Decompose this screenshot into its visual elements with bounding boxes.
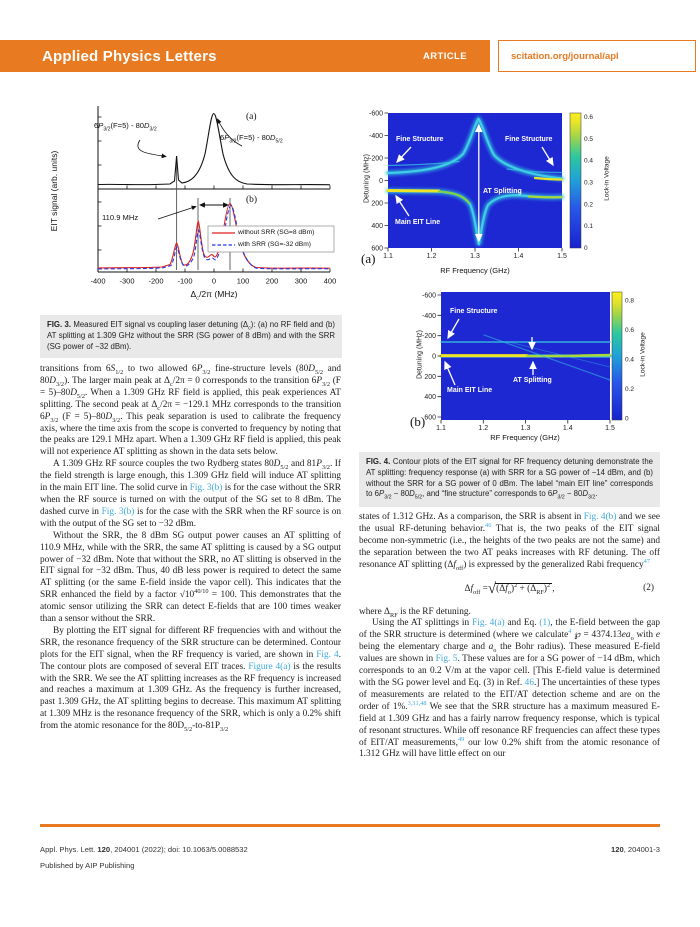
fig3-xtick-labels <box>90 277 336 286</box>
equation-lhs: $\Delta f_{off}$ = <box>464 583 488 596</box>
fig4b-colorbar-label: Lock-in Voltage <box>639 332 647 377</box>
fig3-plot <box>40 92 342 320</box>
fig4b-annotation-at-splitting: AT Splitting <box>513 377 552 384</box>
footer-page-number: 120, 204001-3 <box>611 845 660 854</box>
body-paragraph: Using the AT splittings in Fig. 4(a) and Eq. (1), the E-field between the gap of the SRR structure is determined (where we calculate$^4$ ℘ = $4374.13ea_o$ with e being the elementary charge and $a_o$ the Bohr radius). These measured E-field values are shown in Fig. 5. These values are for a SG power of −14 dBm, which corresponds to an 0.2 V/m at the vapor cell. [This E-field value is determined with the SG power level and Eq. (3) in Ref. 46.] The uncertainties of these types of measurements are related to the EIT/AT detection scheme and are on the order of 1%.$^{3,31,48}$ We see that the SRR structure has a maximum measured E-field at 1.309 GHz and has a fairly narrow frequency response, which is typical of resonant structures. While off resonance RF frequencies can affect these types of EIT/AT measurements,$^{49}$ our low 0.2% shift from the atomic resonance of 1.312 GHz will have little effect on our <box>359 618 661 760</box>
tick-label: 0 <box>625 415 629 423</box>
tick-label: 1.3 <box>520 425 531 432</box>
fig4a-colorbar <box>570 113 581 248</box>
fig4b-annotation-main-eit-line: Main EIT Line <box>447 387 493 394</box>
fig3-y-axis-label: EIT signal (arb. units) <box>49 150 59 232</box>
tick-label: 1.4 <box>562 425 573 432</box>
tick-label: -400 <box>90 276 106 286</box>
ref-link[interactable]: 46 <box>524 677 534 688</box>
fig4b-figure <box>359 285 659 450</box>
tick-label: 0.6 <box>625 327 635 334</box>
tick-label: 200 <box>265 276 279 286</box>
left-column-text <box>40 364 341 733</box>
radical-sign: √ <box>487 581 497 598</box>
tick-label: 1.1 <box>436 425 446 432</box>
tick-label: 0 <box>211 276 217 286</box>
tick-label: -200 <box>421 333 436 341</box>
body-paragraph: where $\Delta_{RF}$ is the RF detuning. <box>359 606 471 619</box>
fig3-peak2-label: $6P_{3/2}(F=5) - 80D_{5/2}$ <box>220 133 283 145</box>
ref-link[interactable]: Fig. 3(b) <box>189 483 223 494</box>
tick-label: 0.2 <box>625 386 635 393</box>
fig3-x-axis-label: $\Delta_c/2\pi$ (MHz) <box>190 289 238 302</box>
tick-label: 1.4 <box>513 253 524 260</box>
tick-label: -300 <box>119 276 135 286</box>
tick-label: 600 <box>424 414 436 422</box>
body-paragraph: By plotting the EIT signal for different RF frequencies with and without the SRR, the resonance frequency of the SRR structure can be determined. Contour plots for the EIT signal, when the RF frequency is varied, are shown in Fig. 4. The contour plots are composed of several EIT traces. Figure 4(a) is the results with the SRR. We see the AT splitting increases as the RF frequency is increased and reaches a maximum at 1.309 GHz. As the frequency is further increased, past 1.309 GHz, the AT splitting begins to decrease. This maximum AT splitting at 1.309 MHz is the resonance frequency of the SRR, which is only a 0.2% shift from the atomic resonance for the $80D_{5/2}-to-81P_{3/2}$ <box>40 625 342 734</box>
footer-citation: Appl. Phys. Lett. 120, 204001 (2022); doi: 10.1063/5.0088532 <box>40 845 248 854</box>
ref-link[interactable]: 49 <box>458 735 465 743</box>
fig4b-xtick-labels <box>436 425 615 432</box>
tick-label: 0.8 <box>625 297 635 305</box>
fig3-panel-b-label: (b) <box>246 195 258 205</box>
tick-label: 0 <box>379 178 383 185</box>
fig4b-y-axis-label: Detuning (MHz) <box>416 330 424 380</box>
tick-label: 300 <box>294 276 308 286</box>
ref-link[interactable]: 4 <box>568 628 572 636</box>
ref-link[interactable]: Fig. 4 <box>316 649 339 660</box>
tick-label: 0.3 <box>584 179 594 187</box>
header-bar <box>0 40 490 72</box>
tick-label: 400 <box>424 394 436 402</box>
tick-label: -200 <box>148 276 164 286</box>
ref-link[interactable]: Figure 4(a) <box>248 661 291 672</box>
right-column-text <box>359 512 660 761</box>
tick-label: 0.4 <box>625 356 635 364</box>
fig3-caption: FIG. 3. Measured EIT signal vs coupling laser detuning $(\Delta_c)$: (a) no RF field and (b) AT splitting at 1.309 GHz without the SRR (SG power of 8 dBm) and with the SRR (SG power of −32 dBm). <box>40 315 342 358</box>
fig4b-colorbar <box>612 292 622 420</box>
body-paragraph: states of 1.312 GHz. As a comparison, the SRR is absent in Fig. 4(b) and we see the usual RF-detuning behavior.$^{46}$ That is, the two peaks of the EIT signal become non-symmetric (i.e., the heights of the two peaks are not the same) and the separation between the two AT peaks increases with RF detuning. The off resonance AT splitting $(\Delta f_{off})$ is expressed by the generalized Rabi frequency$^{47}$ <box>359 512 660 572</box>
ref-link[interactable]: 46 <box>485 521 492 529</box>
fig4a-annotation-at-splitting: AT Splitting <box>483 188 522 195</box>
tick-label: -100 <box>177 276 193 286</box>
tick-label: 0.5 <box>584 135 594 143</box>
fig4b-annotation-fine-structure: Fine Structure <box>450 308 498 315</box>
tick-label: 0.6 <box>584 114 594 121</box>
tick-label: -200 <box>368 155 383 163</box>
ref-link[interactable]: Fig. 4(a) <box>472 618 505 629</box>
fig4a-xtick-labels <box>383 253 567 260</box>
tick-label: 400 <box>371 223 383 230</box>
fig4a-ytick-labels <box>369 111 383 253</box>
fig3-legend-entry-with-srr: with SRR (SG=-32 dBm) <box>238 241 312 248</box>
tick-label: 200 <box>424 373 436 381</box>
body-paragraph: transitions from $6S_{1/2}$ to two allowed $6P_{3/2}$ fine-structure levels ($80D_{5/2}$ and $80D_{3/2}$). The larger main peak at $\Delta_c/2\pi = 0$ corresponds to the transition $6P_{3/2}$ $(F = 5)-80D_{5/2}$. When a 1.309 GHz RF field is applied, this peak experiences AT splitting. The second peak at $\Delta_c/2\pi = -129.1$ MHz corresponds to the transition $6P_{3/2}$ $(F = 5)-80D_{3/2}$. This peak separation is used to calibrate the frequency axis, where the time axis from the scope is converted to frequency by noting that the peaks are 129.1 MHz apart. When a 1.309 GHz RF field is applied, this peak will not experience AT splitting as shown in the data sets below. <box>40 364 342 458</box>
tick-label: 0.2 <box>584 201 594 209</box>
fig4b-ytick-labels <box>422 293 436 422</box>
ref-link[interactable]: Fig. 5 <box>435 654 458 665</box>
equation-tail: , <box>552 583 555 594</box>
article-badge: ARTICLE <box>423 50 467 62</box>
equation-number: (2) <box>643 582 654 593</box>
ref-link[interactable]: 47 <box>643 557 650 565</box>
tick-label: 1.3 <box>470 253 480 260</box>
tick-label: 200 <box>371 200 383 208</box>
tick-label: 0.1 <box>584 223 594 231</box>
ref-link[interactable]: (1) <box>539 618 551 629</box>
equation-2 <box>359 579 660 601</box>
tick-label: -600 <box>421 292 436 300</box>
fig3-peak1-label: $6P_{3/2}(F=5) - 80D_{3/2}$ <box>94 121 157 133</box>
footer-publisher: Published by AIP Publishing <box>40 861 135 870</box>
tick-label: 400 <box>323 276 337 286</box>
tick-label: 1.1 <box>383 253 393 260</box>
fig4a-annotation-main-eit-line: Main EIT Line <box>395 219 441 226</box>
fig4a-x-axis-label: RF Frequency (GHz) <box>440 266 510 275</box>
fig4b-panel-label: (b) <box>410 414 426 429</box>
tick-label: 1.2 <box>478 425 489 432</box>
journal-title: Applied Physics Letters <box>42 47 217 65</box>
fig4a-annotation-fine-structure-right: Fine Structure <box>505 136 553 143</box>
tick-label: 1.2 <box>426 253 437 260</box>
equation-radicand: $(\Delta f_o)^2 + (\Delta_{RF})^2$ <box>496 581 551 596</box>
fig4a-colorbar-labels <box>584 114 593 252</box>
tick-label: 1.5 <box>557 253 567 260</box>
fig3-panel-a-label: (a) <box>246 112 257 122</box>
journal-url-link[interactable]: scitation.org/journal/apl <box>511 50 619 62</box>
body-paragraph: A 1.309 GHz RF source couples the two Rydberg states $80D_{5/2}$ and $81P_{3/2}$. If the field strength is large enough, this 1.309 GHz field will induce AT splitting in the main EIT line. The solid curve in Fig. 3(b) is for the case without the SRR when the RF source is turned on with the output of the SG set to 8 dBm. The dashed curve in Fig. 3(b) is for the case with the SRR when the RF source is on with the output of the SG set to −32 dBm. <box>40 459 342 529</box>
fig4b-heatmap <box>359 285 659 450</box>
tick-label: -400 <box>421 312 436 320</box>
tick-label: -600 <box>368 110 383 118</box>
fig3-legend-entry-without-srr: without SRR (SG=8 dBm) <box>238 229 315 236</box>
tick-label: 1.5 <box>605 425 615 432</box>
fig4a-figure <box>359 95 659 285</box>
ref-link[interactable]: Fig. 4(b) <box>583 512 617 522</box>
journal-url-box <box>498 40 696 72</box>
fig4a-y-axis-label: Detuning (MHz) <box>363 154 371 204</box>
footer-rule <box>40 824 660 827</box>
tick-label: 600 <box>371 245 383 253</box>
tick-label: 100 <box>236 276 250 286</box>
fig4a-colorbar-label: Lock-in Voltage <box>603 156 611 201</box>
fig3-figure <box>40 92 342 320</box>
fig3-splitting-label: 110.9 MHz <box>102 213 139 222</box>
ref-link[interactable]: 3,31,48 <box>407 699 427 707</box>
body-paragraph: Without the SRR, the 8 dBm SG output power causes an AT splitting of 110.9 MHz, while with the SRR, the same AT splitting is caused by a SG output power of −32 dBm. Note that without the SRR, no AT slitting is observed in the EIT signal for −32 dBm. Thus, 40 dB less power is required to detect the same AT splitting (or the same E-field inside the vapor cell). This indicates that the SRR enhanced the field by a factor $√10^{40/10} = 100$. This demonstrates that the atomic sensor utilizing the SRR can detect E-fields that are 100 times weaker than a sensor without the SRR. <box>40 530 341 625</box>
tick-label: 0.4 <box>584 157 594 165</box>
tick-label: 0 <box>432 353 436 361</box>
tick-label: 0 <box>584 245 588 252</box>
fig4a-annotation-fine-structure-left: Fine Structure <box>396 136 444 143</box>
ref-link[interactable]: Fig. 3(b) <box>101 506 135 517</box>
fig4b-x-axis-label: RF Frequency (GHz) <box>490 433 560 442</box>
fig4a-panel-label: (a) <box>361 251 376 266</box>
tick-label: -400 <box>368 133 383 140</box>
fig4-caption: FIG. 4. Contour plots of the EIT signal for RF frequency detuning demonstrate the AT splitting: frequency response (a) with SRR for a SG power of −14 dBm, and (b) without the SRR for a SG power of 0 dBm. The label “main EIT line” corresponds to $6P_{3/2} - 80D_{5/2}$, and “fine structure” corresponds to $6P_{3/2} - 80D_{3/2}$. <box>359 452 660 507</box>
fig4b-colorbar-labels <box>625 298 634 423</box>
